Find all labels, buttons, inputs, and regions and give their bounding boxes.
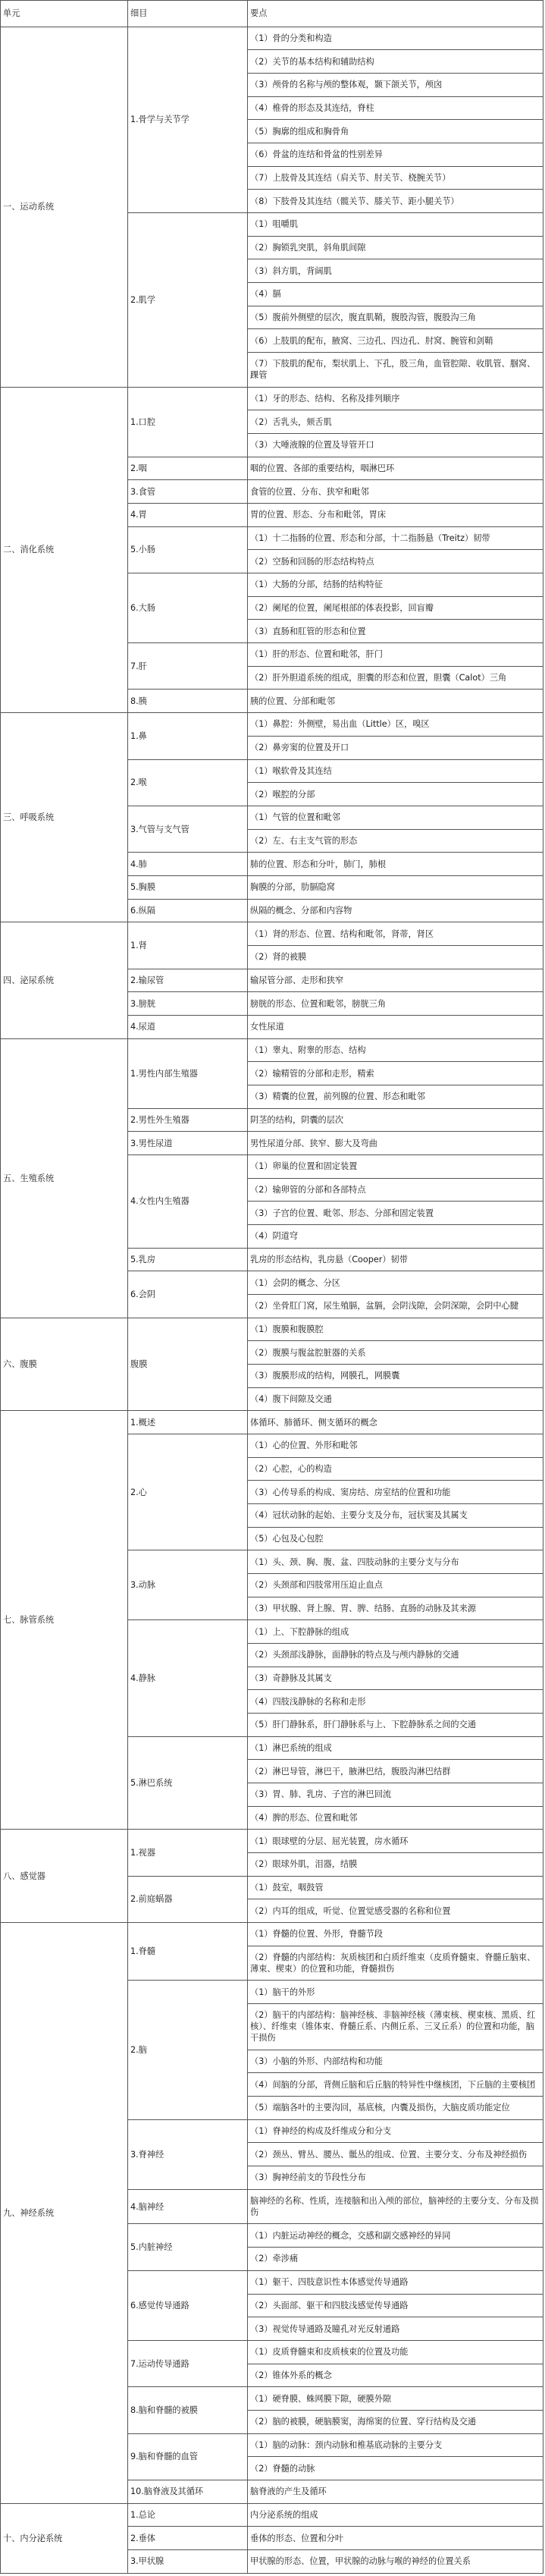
point-cell: （1）脑的动脉：颈内动脉和椎基底动脉的主要分支 (248, 2433, 543, 2457)
point-cell: （1）喉软骨及其连结 (248, 759, 543, 783)
point-cell: （2）坐骨肛门窝，尿生殖膈，盆膈，会阴浅隙，会阴深隙，会阴中心腱 (248, 1294, 543, 1318)
point-cell: （3）精囊的位置，前列腺的位置、形态和毗邻 (248, 1085, 543, 1108)
point-cell: （2）空肠和回肠的形态结构特点 (248, 550, 543, 573)
point-cell: （6）骨盆的连结和骨盆的性别差异 (248, 143, 543, 167)
point-cell: （4）间脑的分部，背侧丘脑和后丘脑的特异性中继核团，下丘脑的主要核团 (248, 2073, 543, 2097)
point-cell: （2）鼻旁窦的位置及开口 (248, 736, 543, 759)
point-cell: （4）椎骨的形态及其连结，脊柱 (248, 96, 543, 120)
point-cell: （1）心的位置、外形和毗邻 (248, 1434, 543, 1457)
point-cell: （5）肝门静脉系，肝门静脉系与上、下腔静脉系之间的交通 (248, 1714, 543, 1737)
point-cell: （2）内耳的组成，听觉、位置觉感受器的名称和位置 (248, 1899, 543, 1923)
table-body (1, 27, 543, 2573)
point-cell: （4）冠状动脉的起始、主要分支及分布，冠状窦及其属支 (248, 1504, 543, 1528)
unit-cell: 八、感觉器 (1, 1830, 128, 1923)
point-cell: （1）头、颈、胸、腹、盆、四肢动脉的主要分支与分布 (248, 1550, 543, 1574)
point-cell: （3）甲状腺、肾上腺、胃、脾、结肠、直肠的动脉及其来源 (248, 1597, 543, 1620)
table-row (1, 1923, 543, 1946)
item-cell: 2.脑 (128, 1981, 248, 2119)
point-cell: （2）舌乳头，颏舌肌 (248, 410, 543, 434)
point-cell: 内分泌系统的组成 (248, 2503, 543, 2527)
point-cell: （1）鼓室，咽鼓管 (248, 1876, 543, 1899)
point-cell: （1）腹膜和腹膜腔 (248, 1318, 543, 1341)
point-cell: 咽的位置、各部的重要结构，咽淋巴环 (248, 457, 543, 480)
point-cell: （2）锥体外系的概念 (248, 2364, 543, 2387)
point-cell: （1）咀嚼肌 (248, 213, 543, 237)
point-cell: 乳房的形态结构，乳房悬（Cooper）韧带 (248, 1248, 543, 1271)
point-cell: （2）脑干的内部结构：脑神经核、非脑神经核（薄束核、楔束核、黑质、红核）、纤维束（锥体束、脊髓丘系、内侧丘系、三叉丘系）的位置和功能，脑干损伤 (248, 2004, 543, 2050)
point-cell: （4）四肢浅静脉的名称和走形 (248, 1690, 543, 1714)
table-row (1, 713, 543, 737)
table-row (1, 1318, 543, 1341)
point-cell: （1）淋巴系统的组成 (248, 1736, 543, 1760)
item-cell: 8.脑和脊髓的被膜 (128, 2387, 248, 2433)
point-cell: （2）喉腔的分部 (248, 783, 543, 806)
unit-cell: 四、泌尿系统 (1, 922, 128, 1038)
point-cell: （1）脑干的外形 (248, 1981, 543, 2004)
point-cell: （1）上、下腔静脉的组成 (248, 1620, 543, 1644)
item-cell: 3.动脉 (128, 1550, 248, 1620)
item-cell: 10.脑脊液及其循环 (128, 2480, 248, 2503)
point-cell: （2）颈丛、臂丛、腰丛、骶丛的组成、位置、主要分支、分布及神经损伤 (248, 2143, 543, 2166)
point-cell: （7）上肢骨及其连结（肩关节、肘关节、桡腕关节） (248, 166, 543, 190)
item-cell: 3.膀胱 (128, 992, 248, 1016)
point-cell: （1）大肠的分部，结肠的结构特征 (248, 573, 543, 597)
point-cell: （1）气管的位置和毗邻 (248, 806, 543, 829)
point-cell: （1）脊髓的位置、外形，脊髓节段 (248, 1923, 543, 1946)
point-cell: （5）胸廓的组成和胸骨角 (248, 120, 543, 143)
item-cell: 2.咽 (128, 457, 248, 480)
unit-cell: 三、呼吸系统 (1, 713, 128, 922)
point-cell: （2）心腔，心的构造 (248, 1457, 543, 1481)
point-cell: （3）颅骨的名称与颅的整体观，颞下颌关节，颅囟 (248, 74, 543, 97)
point-cell: （8）下肢骨及其连结（髋关节、膝关节、距小腿关节） (248, 190, 543, 213)
point-cell: （1）内脏运动神经的概念，交感和副交感神经的异同 (248, 2224, 543, 2248)
point-cell: （2）牵涉痛 (248, 2248, 543, 2271)
point-cell: （2）脑的被膜，硬脑膜窦，海绵窦的位置、穿行结构及交通 (248, 2410, 543, 2433)
point-cell: （5）腹前外侧壁的层次，腹直肌鞘，腹股沟管，腹股沟三角 (248, 306, 543, 329)
item-cell: 4.脑神经 (128, 2189, 248, 2224)
table-header-row (1, 1, 543, 27)
item-cell: 1.男性内部生殖器 (128, 1038, 248, 1108)
point-cell: （2）头颈部浅静脉，面静脉的特点及与颅内静脉的交通 (248, 1644, 543, 1667)
unit-cell: 一、运动系统 (1, 27, 128, 387)
point-cell: （3）心传导系的构成、窦房结、房室结的位置和功能 (248, 1481, 543, 1504)
point-cell: （4）膈 (248, 283, 543, 306)
point-cell: （2）左、右主支气管的形态 (248, 829, 543, 853)
item-cell: 1.肾 (128, 922, 248, 969)
point-cell: （4）腹下间隙及交通 (248, 1387, 543, 1411)
item-cell: 1.脊髓 (128, 1923, 248, 1981)
point-cell: （1）眼球壁的分层、屈光装置，房水循环 (248, 1830, 543, 1853)
point-cell: 体循环、肺循环、侧支循环的概念 (248, 1411, 543, 1434)
item-cell: 1.概述 (128, 1411, 248, 1434)
item-cell: 9.脑和脊髓的血管 (128, 2433, 248, 2480)
point-cell: （1）骨的分类和构造 (248, 27, 543, 50)
point-cell: （3）视觉传导通路及瞳孔对光反射通路 (248, 2317, 543, 2341)
point-cell: 阴茎的结构，阴囊的层次 (248, 1108, 543, 1132)
point-cell: （1）十二指肠的位置、形态和分部，十二指肠悬（Treitz）韧带 (248, 526, 543, 550)
item-cell: 2.男性外生殖器 (128, 1108, 248, 1132)
point-cell: （1）肾的形态、位置、结构和毗邻，肾蒂，肾区 (248, 922, 543, 946)
item-cell: 2.前庭蜗器 (128, 1876, 248, 1922)
point-cell: （6）上肢肌的配布，腋窝、三边孔、四边孔、肘窝、腕管和剑鞘 (248, 329, 543, 353)
point-cell: （3）大唾液腺的位置及导管开口 (248, 434, 543, 457)
item-cell: 1.口腔 (128, 387, 248, 457)
unit-cell: 二、消化系统 (1, 387, 128, 712)
item-cell: 2.心 (128, 1434, 248, 1550)
item-cell: 2.垂体 (128, 2527, 248, 2550)
point-cell: （2）头面部、躯干和四肢浅感觉传导通路 (248, 2294, 543, 2317)
point-cell: （3）胸神经前支的节段性分布 (248, 2166, 543, 2190)
item-cell: 4.尿道 (128, 1015, 248, 1038)
point-cell: （1）睾丸、附睾的形态、结构 (248, 1038, 543, 1062)
item-cell: 8.胰 (128, 690, 248, 713)
point-cell: （2）输卵管的分部和各部特点 (248, 1178, 543, 1202)
item-cell: 3.气管与支气管 (128, 806, 248, 852)
unit-cell: 六、腹膜 (1, 1318, 128, 1411)
point-cell: 脑脊液的产生及循环 (248, 2480, 543, 2503)
table-row (1, 27, 543, 50)
item-cell: 5.乳房 (128, 1248, 248, 1271)
item-cell: 4.静脉 (128, 1620, 248, 1736)
point-cell: （2）肝外胆道系统的组成，胆囊的形态和位置，胆囊（Calot）三角 (248, 666, 543, 690)
point-cell: 脑神经的名称、性质，连接脑和出入颅的部位，脑神经的主要分支、分布及损伤 (248, 2189, 543, 2224)
point-cell: （2）输精管的分部和走形，精索 (248, 1062, 543, 1085)
item-cell: 5.胸膜 (128, 875, 248, 899)
item-cell: 1.鼻 (128, 713, 248, 759)
point-cell: （4）脾的形态、位置和毗邻 (248, 1806, 543, 1830)
point-cell: （2）腹膜与腹盆腔脏器的关系 (248, 1341, 543, 1365)
point-cell: （4）阴道穹 (248, 1224, 543, 1248)
point-cell: （3）小脑的外形、内部结构和功能 (248, 2050, 543, 2073)
item-cell: 4.胃 (128, 504, 248, 527)
item-cell: 6.感觉传导通路 (128, 2270, 248, 2340)
header-unit: 单元 (1, 1, 128, 27)
item-cell: 5.淋巴系统 (128, 1736, 248, 1830)
point-cell: （2）脊髓的动脉 (248, 2457, 543, 2480)
point-cell: （1）牙的形态、结构、名称及排列顺序 (248, 387, 543, 410)
table-row (1, 1830, 543, 1853)
item-cell: 6.纵隔 (128, 899, 248, 922)
point-cell: （2）阑尾的位置，阑尾根部的体表投影，回盲瓣 (248, 596, 543, 620)
point-cell: （2）胸锁乳突肌，斜角肌间隙 (248, 236, 543, 259)
unit-cell: 九、神经系统 (1, 1923, 128, 2503)
point-cell: （1）会阴的概念、分区 (248, 1271, 543, 1295)
point-cell: （5）心包及心包腔 (248, 1527, 543, 1550)
point-cell: （3）直肠和肛管的形态和位置 (248, 620, 543, 643)
point-cell: （7）下肢肌的配布，梨状肌上、下孔，股三角，血管腔隙、收肌管、腘窝、踝管 (248, 353, 543, 388)
table-row (1, 922, 543, 946)
item-cell: 3.脊神经 (128, 2119, 248, 2189)
point-cell: （1）硬脊膜、蛛网膜下隙，硬膜外隙 (248, 2387, 543, 2411)
item-cell: 1.总论 (128, 2503, 248, 2527)
point-cell: （1）躯干、四肢意识性本体感觉传导通路 (248, 2270, 543, 2294)
point-cell: （2）淋巴导管，淋巴干，腋淋巴结，腹股沟淋巴结群 (248, 1760, 543, 1783)
item-cell: 1.骨学与关节学 (128, 27, 248, 212)
item-cell: 7.肝 (128, 643, 248, 690)
item-cell: 腹膜 (128, 1318, 248, 1411)
point-cell: 膀胱的形态、位置和毗邻，膀胱三角 (248, 992, 543, 1016)
point-cell: （1）卵巢的位置和固定装置 (248, 1154, 543, 1178)
point-cell: 食管的位置、分布、狭窄和毗邻 (248, 480, 543, 504)
point-cell: 男性尿道分部、狭窄、膨大及弯曲 (248, 1132, 543, 1155)
item-cell: 1.视器 (128, 1830, 248, 1876)
item-cell: 2.输尿管 (128, 969, 248, 992)
item-cell: 3.食管 (128, 480, 248, 504)
table-row (1, 2503, 543, 2527)
item-cell: 4.肺 (128, 853, 248, 876)
point-cell: （3）腹膜形成的结构，网膜孔，网膜囊 (248, 1364, 543, 1387)
item-cell: 6.会阴 (128, 1271, 248, 1318)
point-cell: （2）肾的被膜 (248, 945, 543, 969)
point-cell: 垂体的形态、位置和分叶 (248, 2527, 543, 2550)
item-cell: 4.女性内生殖器 (128, 1154, 248, 1248)
header-item: 细目 (128, 1, 248, 27)
item-cell: 3.男性尿道 (128, 1132, 248, 1155)
point-cell: 胸膜的分部，肋膈隐窝 (248, 875, 543, 899)
point-cell: （2）关节的基本结构和辅助结构 (248, 50, 543, 74)
point-cell: （3）胃、肺、乳房、子宫的淋巴回流 (248, 1783, 543, 1807)
point-cell: 胰的位置、分部和毗邻 (248, 690, 543, 713)
point-cell: （3）子宫的位置、毗邻、形态、分部和固定装置 (248, 1202, 543, 1225)
table-row (1, 387, 543, 410)
point-cell: 女性尿道 (248, 1015, 543, 1038)
point-cell: 肺的位置、形态和分叶，肺门，肺根 (248, 853, 543, 876)
unit-cell: 五、生殖系统 (1, 1038, 128, 1318)
item-cell: 2.肌学 (128, 213, 248, 388)
point-cell: （3）奇静脉及其属支 (248, 1667, 543, 1690)
point-cell: （1）鼻腔：外侧壁，易出血（Little）区，嗅区 (248, 713, 543, 737)
point-cell: 输尿管分部、走形和狭窄 (248, 969, 543, 992)
unit-cell: 七、脉管系统 (1, 1411, 128, 1830)
point-cell: （2）脊髓的内部结构：灰质核团和白质纤维束（皮质脊髓束、脊髓丘脑束、薄束、楔束）的位置和功能，脊髓损伤 (248, 1946, 543, 1981)
item-cell: 5.内脏神经 (128, 2224, 248, 2270)
item-cell: 6.大肠 (128, 573, 248, 643)
item-cell: 5.小肠 (128, 526, 248, 573)
point-cell: 纵隔的概念、分部和内容物 (248, 899, 543, 922)
table-row (1, 1411, 543, 1434)
point-cell: （1）肝的形态、位置和毗邻，肝门 (248, 643, 543, 667)
item-cell: 3.甲状腺 (128, 2549, 248, 2573)
unit-cell: 十、内分泌系统 (1, 2503, 128, 2573)
item-cell: 7.运动传导通路 (128, 2340, 248, 2386)
table-row (1, 1038, 543, 1062)
point-cell: 胃的位置、形态、分布和毗邻，胃床 (248, 504, 543, 527)
point-cell: （2）眼球外肌，泪器，结膜 (248, 1853, 543, 1877)
header-points: 要点 (248, 1, 543, 27)
item-cell: 2.喉 (128, 759, 248, 806)
point-cell: （3）斜方肌，背阔肌 (248, 259, 543, 283)
point-cell: （1）脊神经的构成及纤维成分和分支 (248, 2119, 543, 2143)
point-cell: （2）头颈部和四肢常用压迫止血点 (248, 1574, 543, 1597)
point-cell: （5）端脑各叶的主要沟回，基底核，内囊及损伤，大脑皮质功能定位 (248, 2097, 543, 2120)
point-cell: （1）皮质脊髓束和皮质核束的位置及功能 (248, 2340, 543, 2364)
point-cell: 甲状腺的形态、位置，甲状腺的动脉与喉的神经的位置关系 (248, 2549, 543, 2573)
